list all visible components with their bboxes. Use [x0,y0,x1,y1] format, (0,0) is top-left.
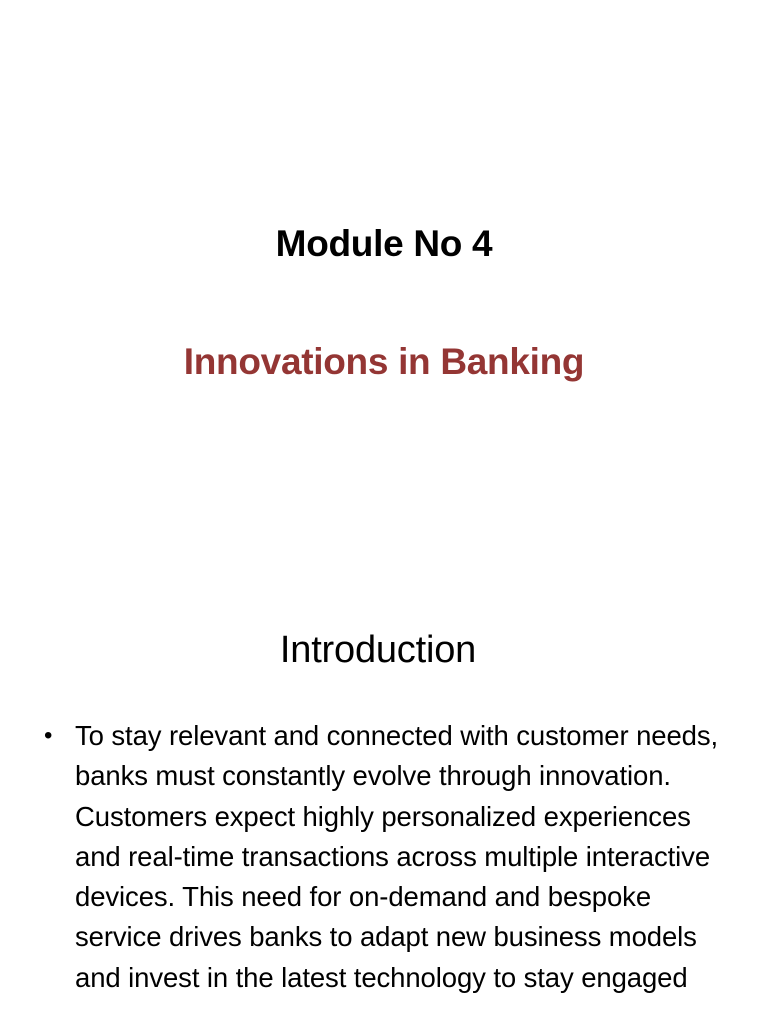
module-title: Module No 4 [275,223,493,264]
bullet-item [44,716,734,998]
introduction-slide [0,576,768,1024]
bullet-text: To stay relevant and connected with customer needs, banks must constantly evolve through innovation. Customers expect highly personalized experiences and real-time transactions across multiple interactive devices. This need for on-demand and bespoke service drives banks to adapt new business models and invest in the latest technology to stay engaged [75,720,719,993]
slide-heading: Introduction [279,629,477,671]
bullet-list [44,716,734,998]
module-subtitle: Innovations in Banking [183,341,585,382]
bullet-point-icon: • [44,722,53,749]
